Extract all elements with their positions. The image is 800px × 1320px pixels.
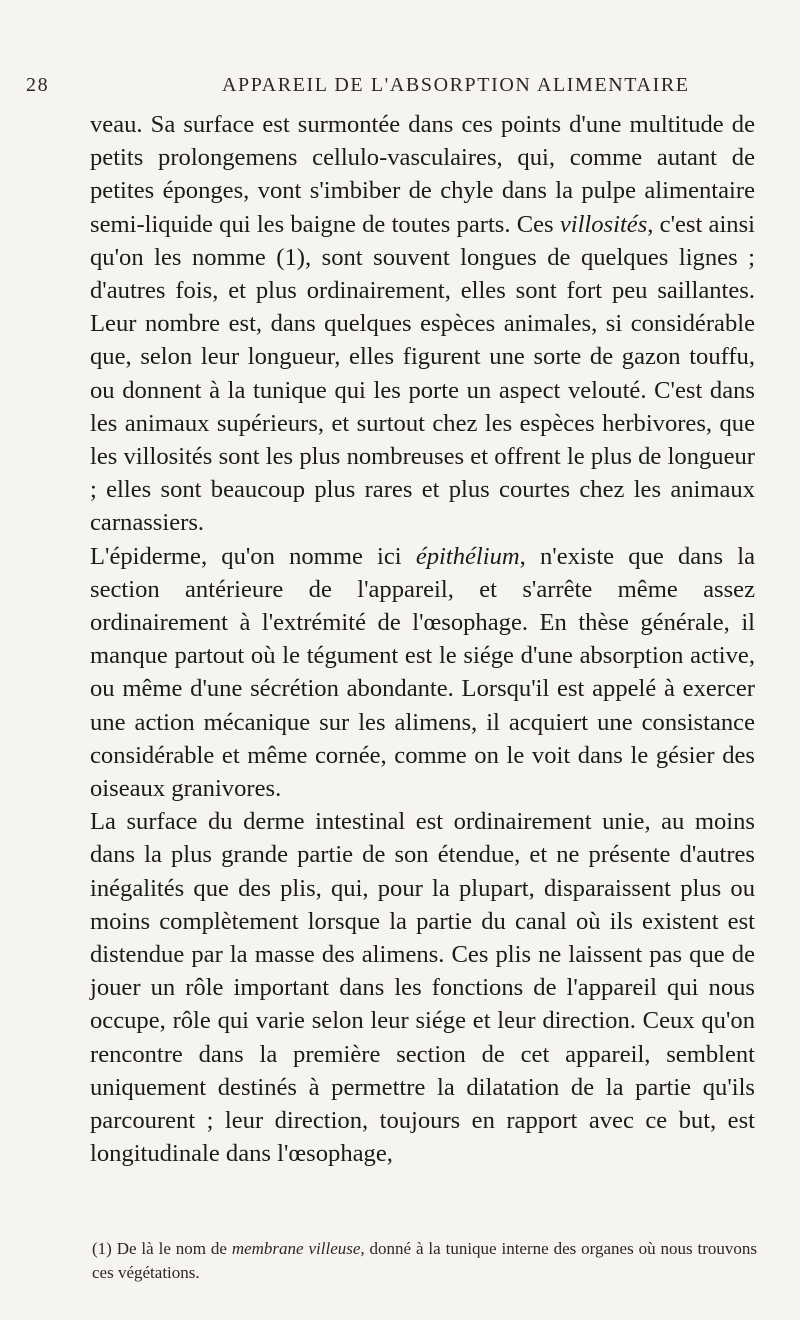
term-villosites: villosités [559,210,648,238]
main-text [90,108,755,1171]
footnote: (1) De là le nom de membrane villeuse, donné à la tunique interne des organes où nous trouvons ces végétations. [92,1239,757,1282]
page-number: 28 [26,74,50,96]
paragraph-3: La surface du derme intestinal est ordinairement unie, au moins dans la plus grande partie de son étendue, et ne présente d'autres inégalités que des plis, qui, pour la plupart, disparaissent plus ou moins complètement lorsque la partie du canal où ils existent est distendue par la masse des alimens. Ces plis ne laissent pas que de jouer un rôle important dans les fonctions de l'appareil qui nous occupe, rôle qui varie selon leur siége et leur direction. Ceux qu'on rencontre dans la première section de cet appareil, semblent uniquement destinés à permettre la dilatation de la partie qu'ils parcourent ; leur direction, toujours en rapport avec ce but, est longitudinale dans l'œsophage, [90,808,755,1168]
running-title: APPAREIL DE L'ABSORPTION ALIMENTAIRE [222,74,690,96]
term-epithelium: épithélium [415,542,520,570]
paragraph-2: L'épiderme, qu'on nomme ici épithélium, n'existe que dans la section antérieure de l'appareil, et s'arrête même assez ordinairement à l'extrémité de l'œsophage. En thèse générale, il manque partout où le tégument est le siége d'une absorption active, ou même d'une sécrétion abondante. Lorsqu'il est appelé à exercer une action mécanique sur les alimens, il acquiert une consistance considérable et même cornée, comme on le voit dans le gésier des oiseaux granivores. [90,542,755,803]
paragraph-1: veau. Sa surface est surmontée dans ces points d'une multitude de petits prolongemens cellulo-vasculaires, qui, comme autant de petites éponges, vont s'imbiber de chyle dans la pulpe alimentaire semi-liquide qui les baigne de toutes parts. Ces villosités, c'est ainsi qu'on les nomme (1), sont souvent longues de quelques lignes ; d'autres fois, et plus ordinairement, elles sont fort peu saillantes. Leur nombre est, dans quelques espèces animales, si considérable que, selon leur longueur, elles figurent une sorte de gazon touffu, ou donnent à la tunique qui les porte un aspect velouté. C'est dans les animaux supérieurs, et surtout chez les espèces herbivores, que les villosités sont les plus nombreuses et offrent le plus de longueur ; elles sont beaucoup plus rares et plus courtes chez les animaux carnassiers. [90,111,755,537]
term-membrane-villeuse: membrane villeuse, [231,1239,365,1258]
